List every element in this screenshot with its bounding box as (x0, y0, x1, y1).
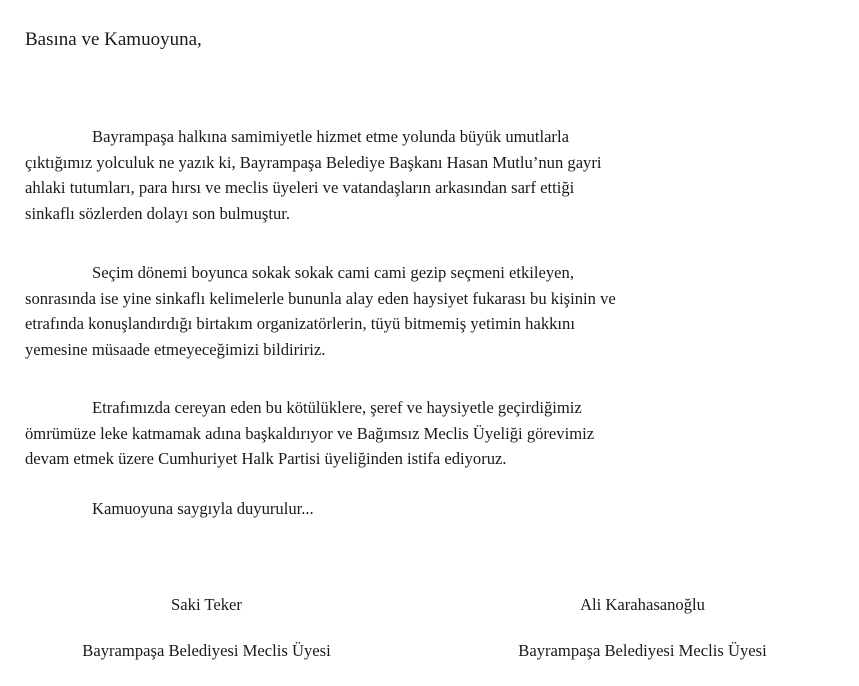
paragraph-line: etrafında konuşlandırdığı birtakım organizatörlerin, tüyü bitmemiş yetimin hakkını (25, 314, 575, 333)
paragraph-line: devam etmek üzere Cumhuriyet Halk Partisi üyeliğinden istifa ediyoruz. (25, 449, 507, 468)
paragraph-1 (25, 124, 845, 226)
paragraph-line: ömrümüze leke katmamak adına başkaldırıyor ve Bağımsız Meclis Üyeliği görevimiz (25, 423, 595, 443)
closing-line (25, 496, 845, 522)
paragraph-3 (25, 395, 845, 472)
paragraph-line: Kamuoyuna saygıyla duyurulur... (92, 499, 314, 518)
paragraph-line: Seçim dönemi boyunca sokak sokak cami cami gezip seçmeni etkileyen, (92, 263, 574, 282)
paragraph-line: yemesine müsaade etmeyeceğimizi bildiririz. (25, 339, 326, 359)
salutation: Basına ve Kamuoyuna, (25, 29, 202, 50)
paragraph-line: sinkaflı sözlerden dolayı son bulmuştur. (25, 203, 291, 223)
signatory-title: Bayrampaşa Belediyesi Meclis Üyesi (82, 641, 331, 660)
signatory-name: Ali Karahasanoğlu (580, 595, 705, 614)
paragraph-line: sonrasında ise yine sinkaflı kelimelerle bununla alay eden haysiyet fukarası bu kişinin ve (25, 288, 616, 308)
paragraph-line: Bayrampaşa halkına samimiyetle hizmet etme yolunda büyük umutlarla (92, 127, 569, 146)
paragraph-line: Etrafımızda cereyan eden bu kötülüklere, şeref ve haysiyetle geçirdiğimiz (92, 398, 582, 417)
paragraph-line: ahlaki tutumları, para hırsı ve meclis üyeleri ve vatandaşların arkasından sarf ettiği (25, 178, 575, 197)
signatory-name: Saki Teker (171, 595, 242, 614)
paragraph-line: çıktığımız yolculuk ne yazık ki, Bayrampaşa Belediye Başkanı Hasan Mutlu’nun gayri (25, 152, 602, 172)
signatory-title: Bayrampaşa Belediyesi Meclis Üyesi (518, 641, 767, 660)
paragraph-2 (25, 260, 845, 362)
